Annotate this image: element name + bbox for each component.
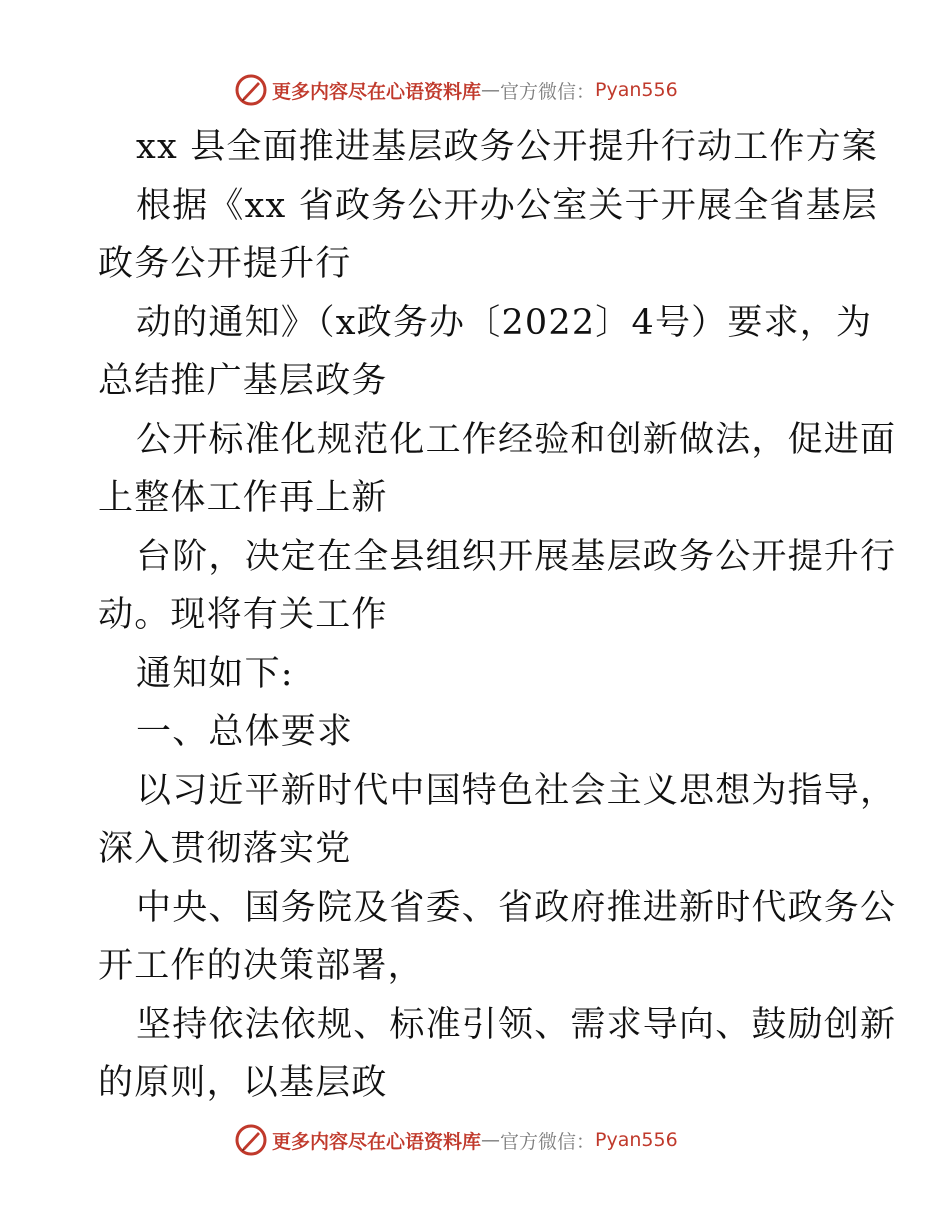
text-line: 动。现将有关工作	[98, 595, 388, 635]
text-line: 总结推广基层政务	[98, 361, 388, 401]
text-line: 深入贯彻落实党	[98, 829, 352, 869]
watermark-wechat-id: Pyan556	[595, 1129, 678, 1151]
text-line: 通知如下:	[136, 653, 294, 694]
watermark-separator: —	[481, 1129, 501, 1151]
text-line: 的原则，以基层政	[98, 1063, 388, 1103]
text-line: 一、总体要求	[136, 712, 354, 752]
text-line: 根据《xx 省政务公开办公室关于开展全省基层	[136, 185, 879, 226]
footer-watermark	[234, 1120, 754, 1160]
text-line: 以习近平新时代中国特色社会主义思想为指导，	[136, 770, 897, 811]
watermark-brand: 更多内容尽在心语资料库	[272, 80, 482, 103]
document-body	[98, 118, 897, 1113]
watermark-wechat-label: 官方微信：	[500, 80, 596, 103]
text-line: 上整体工作再上新	[98, 478, 388, 518]
text-line: 开工作的决策部署，	[98, 946, 424, 986]
text-line: 动的通知》（x政务办〔2022〕4号）要求，为	[136, 302, 873, 343]
watermark-wechat-id: Pyan556	[595, 79, 678, 101]
watermark-wechat-label: 官方微信：	[500, 1130, 596, 1153]
text-line: 政务公开提升行	[98, 244, 352, 284]
header-watermark	[234, 70, 754, 110]
text-line: 坚持依法依规、标准引领、需求导向、鼓励创新	[136, 1004, 897, 1045]
watermark-brand: 更多内容尽在心语资料库	[272, 1130, 482, 1153]
text-line: 中央、国务院及省委、省政府推进新时代政务公	[136, 887, 897, 928]
text-line: 公开标准化规范化工作经验和创新做法，促进面	[136, 419, 897, 460]
text-line: 台阶，决定在全县组织开展基层政务公开提升行	[136, 536, 897, 577]
text-line: xx 县全面推进基层政务公开提升行动工作方案	[136, 127, 879, 167]
quill-logo-icon	[234, 1123, 268, 1157]
quill-logo-icon	[234, 73, 268, 107]
watermark-separator: —	[481, 79, 501, 101]
